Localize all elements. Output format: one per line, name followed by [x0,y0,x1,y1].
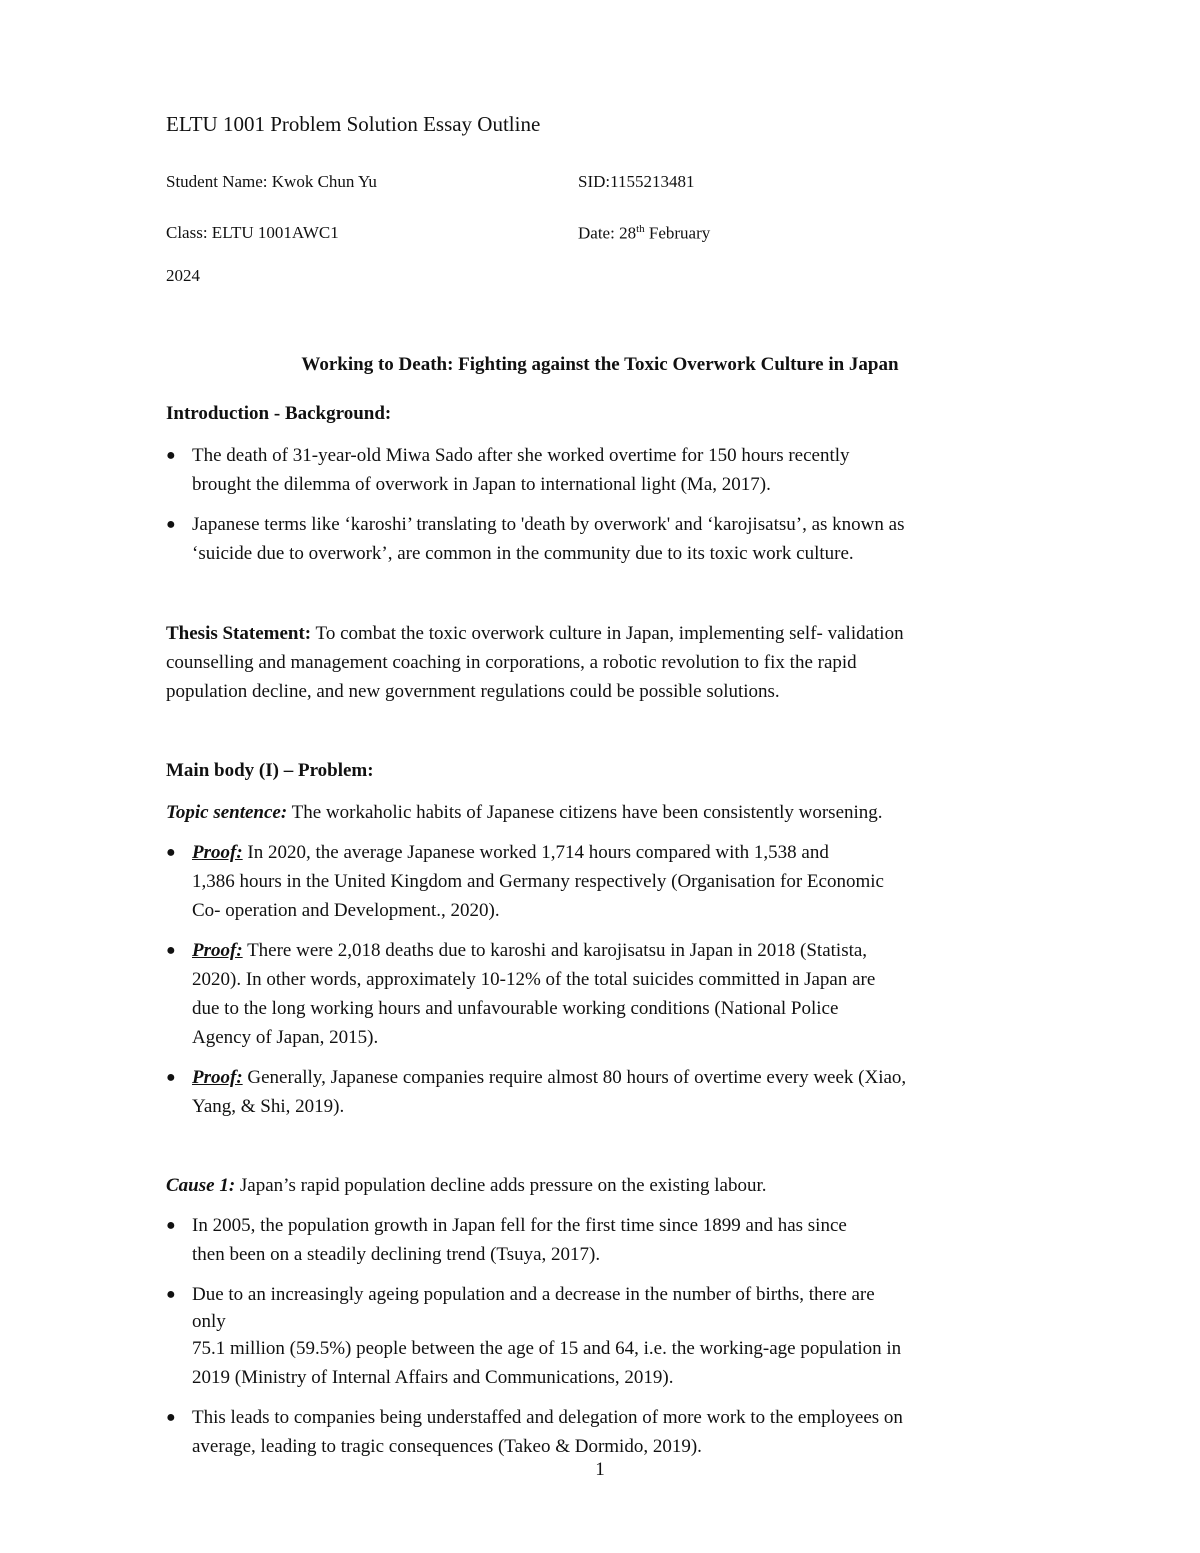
introduction-heading: Introduction - Background: [166,403,392,424]
list-item: ● Proof: In 2020, the average Japanese worked 1,714 hours compared with 1,538 and 1,386 hours in the United Kingdom and Germany respectively (Organisation for Economic Co- operation and Development., 2020). [166,838,906,925]
list-item: ● Japanese terms like ‘karoshi’ translating to 'death by overwork' and ‘karojisatsu’, as known as ‘suicide due to overwork’, are common in the community due to its toxic work culture. [166,510,904,568]
bullet-icon: ● [166,1217,176,1234]
bullet-icon: ● [166,942,176,959]
proof-list [166,838,906,1132]
topic-sentence: Topic sentence: The workaholic habits of Japanese citizens have been consistently worsening. [166,802,883,823]
page-number: 1 [595,1459,605,1480]
class-label: Class: ELTU 1001AWC1 [166,223,339,242]
introduction-list [166,441,904,579]
list-item: ● Due to an increasingly ageing population and a decrease in the number of births, there are only 75.1 million (59.5%) people between the age of 15 and 64, i.e. the working-age population in 2019 (Ministry of Internal Affairs and Communications, 2019). [166,1280,903,1392]
list-item: ● This leads to companies being understaffed and delegation of more work to the employees on average, leading to tragic consequences (Takeo & Dormido, 2019). [166,1403,903,1461]
essay-title: Working to Death: Fighting against the Toxic Overwork Culture in Japan [301,354,899,375]
bullet-icon: ● [166,1069,176,1086]
student-name: Student Name: Kwok Chun Yu [166,172,377,191]
bullet-icon: ● [166,1409,176,1426]
thesis-statement: Thesis Statement: To combat the toxic overwork culture in Japan, implementing self- validation counselling and management coaching in corporations, a robotic revolution to fix the rapid population decline, and new government regulations could be possible solutions. [166,623,904,702]
list-item: ● Proof: Generally, Japanese companies require almost 80 hours of overtime every week (Xiao, Yang, & Shi, 2019). [166,1063,906,1121]
bullet-icon: ● [166,516,176,533]
cause-1-list [166,1211,903,1472]
student-id: SID:1155213481 [578,172,695,191]
document-title: ELTU 1001 Problem Solution Essay Outline [166,112,541,136]
date-label: Date: 28th February [578,223,711,243]
main-body-heading: Main body (I) – Problem: [166,760,374,781]
list-item: ● The death of 31-year-old Miwa Sado after she worked overtime for 150 hours recently brought the dilemma of overwork in Japan to international light (Ma, 2017). [166,441,904,499]
list-item: ● Proof: There were 2,018 deaths due to karoshi and karojisatsu in Japan in 2018 (Statista, 2020). In other words, approximately 10-12% of the total suicides committed in Japan are due to the long working hours and unfavourable working conditions (National Police Agency of Japan, 2015). [166,936,906,1052]
cause-1: Cause 1: Japan’s rapid population decline adds pressure on the existing labour. [166,1175,767,1196]
year-label: 2024 [166,266,200,285]
list-item: ● In 2005, the population growth in Japan fell for the first time since 1899 and has since then been on a steadily declining trend (Tsuya, 2017). [166,1211,903,1269]
bullet-icon: ● [166,447,176,464]
bullet-icon: ● [166,1286,176,1303]
bullet-icon: ● [166,844,176,861]
